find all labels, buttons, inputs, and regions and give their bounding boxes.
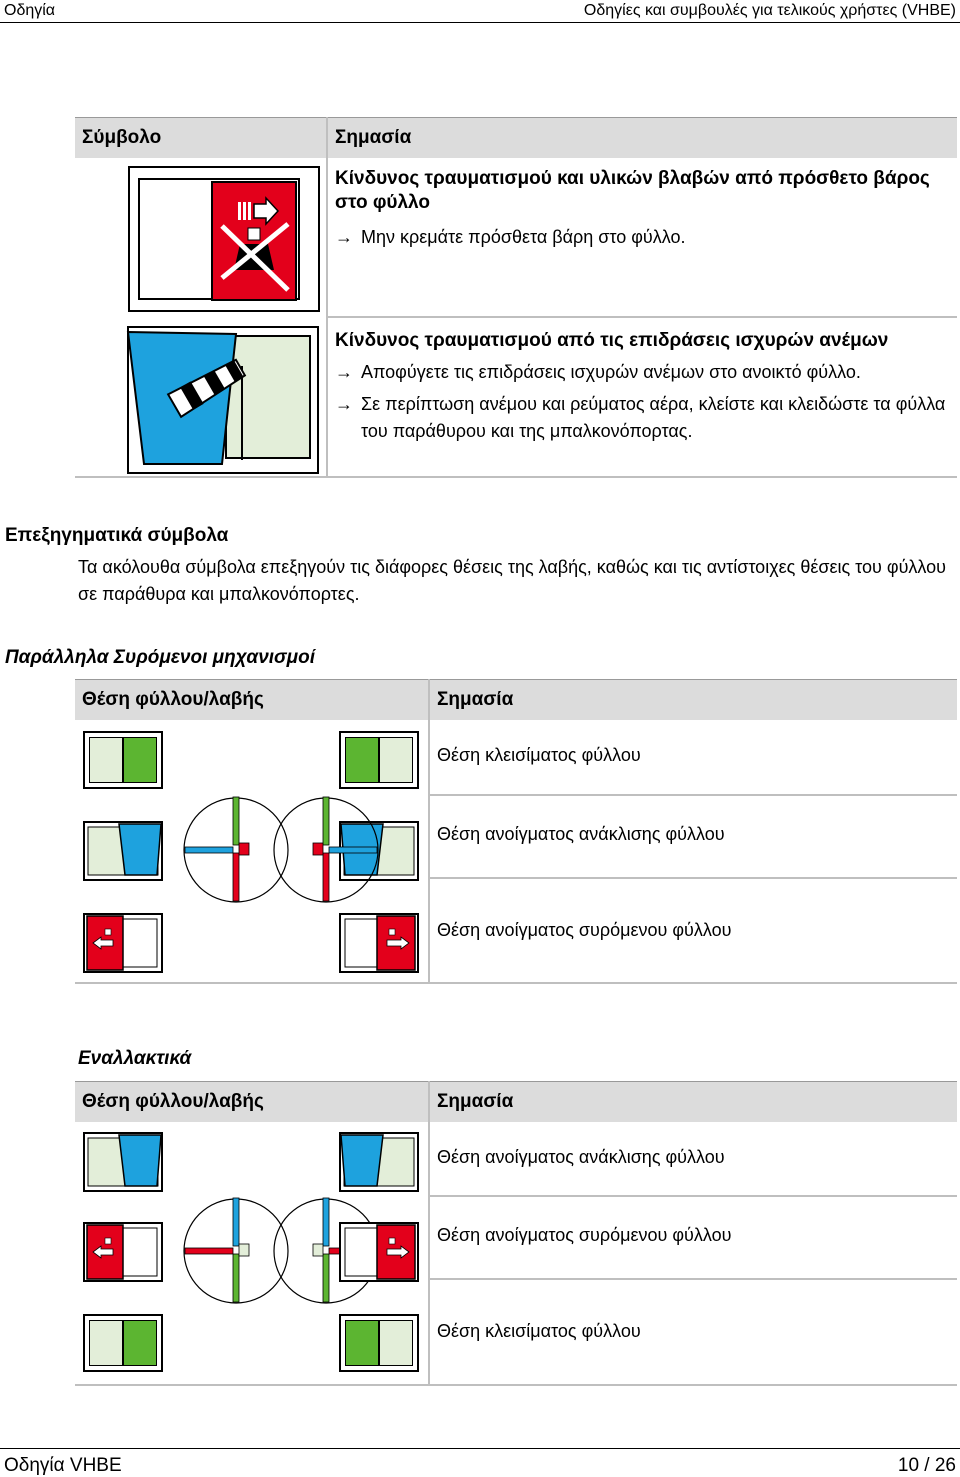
row2-bullet-text-2: Σε περίπτωση ανέμου και ρεύματος αέρα, κλείστε και κλειδώστε τα φύλλα του παράθυρου και της μπαλκονόπορτας. <box>361 394 946 441</box>
sash-closed-icon <box>83 1314 163 1372</box>
explanatory-text: Τα ακόλουθα σύμβολα επεξηγούν τις διάφορες θέσεις της λαβής, καθώς και τις αντίστοιχες θέσεις του φύλλου σε παράθυρα και μπαλκονόπορτες. <box>78 557 946 604</box>
sash-closed-icon <box>339 1314 419 1372</box>
table1-col-meaning: Σημασία <box>335 127 412 148</box>
table1-header-row <box>75 117 957 158</box>
header-left: Οδηγία <box>4 2 56 19</box>
table1-divider <box>326 117 328 477</box>
parallel-row-1: Θέση κλεισίματος φύλλου <box>437 745 641 765</box>
table1-bottom <box>75 476 957 478</box>
parallel-row-sep-1 <box>428 794 957 796</box>
sash-closed-icon <box>339 731 419 789</box>
parallel-divider <box>428 679 430 983</box>
header-right: Οδηγίες και συμβουλές για τελικούς χρήστες (VHBE) <box>583 2 956 19</box>
no-weight-icon <box>128 166 320 312</box>
alternative-heading: Εναλλακτικά <box>78 1048 192 1069</box>
alternative-divider <box>428 1081 430 1385</box>
parallel-bottom <box>75 982 957 984</box>
parallel-row-2: Θέση ανοίγματος ανάκλισης φύλλου <box>437 824 725 844</box>
arrow-icon: → <box>335 227 353 247</box>
page-header <box>0 0 960 23</box>
handle-positions-icon <box>181 795 381 905</box>
row2-bullet-1 <box>335 359 950 386</box>
arrow-icon: → <box>335 394 353 414</box>
footer-left: Οδηγία VHBE <box>4 1455 122 1476</box>
sash-closed-icon <box>83 731 163 789</box>
row2-bullet-2 <box>335 391 950 445</box>
parallel-row-3: Θέση ανοίγματος συρόμενου φύλλου <box>437 920 732 940</box>
alternative-bottom <box>75 1384 957 1386</box>
row1-bullet-text: Μην κρεμάτε πρόσθετα βάρη στο φύλλο. <box>361 227 686 247</box>
table1-row-sep <box>326 316 957 318</box>
alternative-col-position: Θέση φύλλου/λαβής <box>82 1091 264 1112</box>
parallel-row-sep-2 <box>428 877 957 879</box>
row2-title: Κίνδυνος τραυματισμού από τις επιδράσεις ισχυρών ανέμων <box>335 330 889 351</box>
row1-title: Κίνδυνος τραυματισμού και υλικών βλαβών από πρόσθετο βάρος στο φύλλο <box>335 168 930 213</box>
alternative-col-meaning: Σημασία <box>437 1091 514 1112</box>
alternative-row-2: Θέση ανοίγματος συρόμενου φύλλου <box>437 1225 732 1245</box>
wind-sock-icon <box>124 326 322 474</box>
page-footer <box>0 1448 960 1476</box>
sash-tilt-icon <box>83 1132 163 1192</box>
alternative-row-sep-1 <box>428 1195 957 1197</box>
sash-tilt-icon <box>339 1132 419 1192</box>
alternative-row-sep-2 <box>428 1278 957 1280</box>
parallel-heading: Παράλληλα Συρόμενοι μηχανισμοί <box>5 647 315 668</box>
sash-tilt-icon <box>83 821 163 881</box>
sash-slide-icon <box>83 1222 163 1282</box>
arrow-icon: → <box>335 362 353 382</box>
row1-bullet-1 <box>335 224 935 251</box>
sash-slide-icon <box>83 913 163 973</box>
alternative-row-3: Θέση κλεισίματος φύλλου <box>437 1321 641 1341</box>
alternative-row-1: Θέση ανοίγματος ανάκλισης φύλλου <box>437 1147 725 1167</box>
table1-col-symbol: Σύμβολο <box>82 127 162 148</box>
sash-slide-icon <box>339 913 419 973</box>
row2-bullet-text-1: Αποφύγετε τις επιδράσεις ισχυρών ανέμων στο ανοικτό φύλλο. <box>361 362 861 382</box>
sash-slide-icon <box>339 1222 419 1282</box>
explanatory-heading: Επεξηγηματικά σύμβολα <box>5 525 229 546</box>
page-number: 10 / 26 <box>897 1455 956 1476</box>
parallel-col-meaning: Σημασία <box>437 689 514 710</box>
parallel-col-position: Θέση φύλλου/λαβής <box>82 689 264 710</box>
